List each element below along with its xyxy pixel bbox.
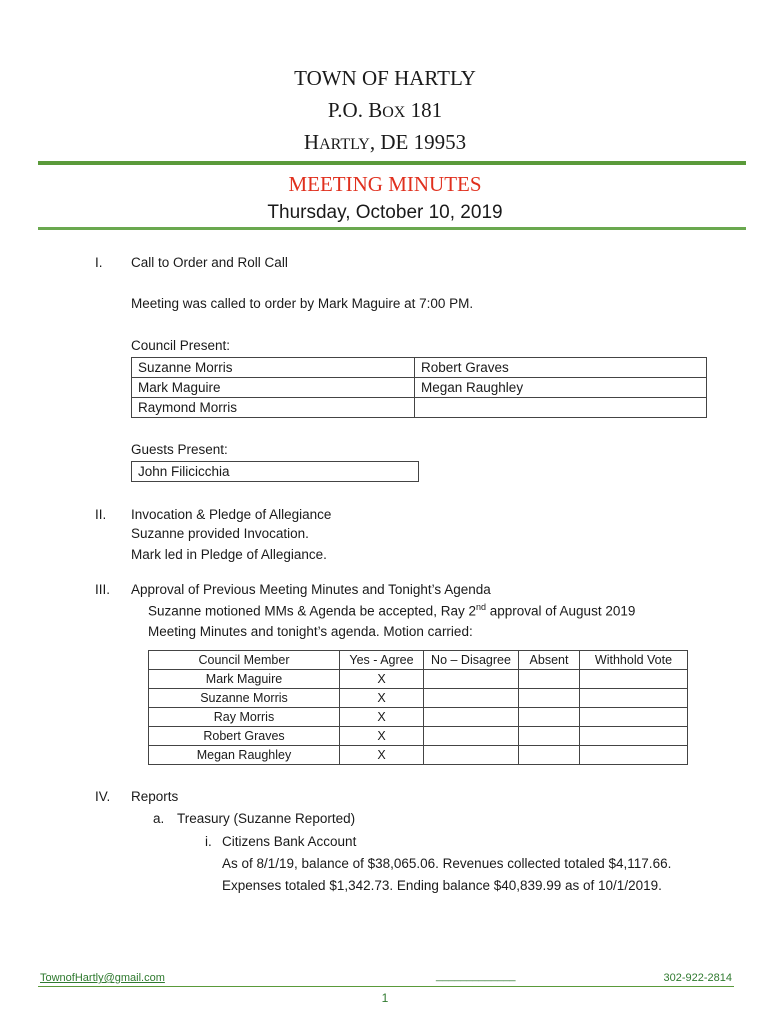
section-3-number: III. (95, 582, 111, 597)
po-box: P.O. BOX 181 (327, 98, 443, 122)
council-cell: Suzanne Morris (132, 358, 415, 378)
footer-rule (38, 986, 734, 987)
treasury-heading: Treasury (Suzanne Reported) (177, 811, 356, 826)
table-row (132, 358, 707, 378)
vote-cell (424, 689, 519, 708)
vote-cell: X (340, 746, 424, 765)
table-row (149, 689, 688, 708)
guests-present-label: Guests Present: (131, 442, 228, 457)
council-present-label: Council Present: (131, 338, 231, 353)
table-header-row (149, 651, 688, 670)
vote-cell: X (340, 708, 424, 727)
vote-header: Withhold Vote (580, 651, 688, 670)
invocation-text: Suzanne provided Invocation. (131, 526, 309, 541)
council-present-table (131, 357, 707, 418)
table-row (149, 727, 688, 746)
vote-cell (519, 708, 580, 727)
town-name: TOWN OF HARTLY (294, 66, 476, 90)
council-cell: Mark Maguire (132, 378, 415, 398)
table-row (149, 708, 688, 727)
vote-cell (580, 746, 688, 765)
city-address: HARTLY, DE 19953 (303, 130, 467, 154)
citizens-bank-label: i. (205, 834, 212, 849)
section-4-number: IV. (95, 789, 111, 804)
section-4-heading: Reports (131, 789, 179, 804)
council-cell: Megan Raughley (415, 378, 707, 398)
council-cell (415, 398, 707, 418)
section-1-number: I. (95, 255, 103, 270)
vote-cell: Robert Graves (149, 727, 340, 746)
council-cell: Raymond Morris (132, 398, 415, 418)
section-3-heading: Approval of Previous Meeting Minutes and Tonight’s Agenda (131, 582, 491, 597)
footer-phone: 302-922-2814 (663, 972, 732, 984)
citizens-bank-heading: Citizens Bank Account (222, 834, 357, 849)
vote-header: No – Disagree (424, 651, 519, 670)
balance-text-1: As of 8/1/19, balance of $38,065.06. Revenues collected totaled $4,117.66. (222, 856, 672, 871)
table-row (149, 670, 688, 689)
balance-text-2: Expenses totaled $1,342.73. Ending balance $40,839.99 as of 10/1/2019. (222, 878, 662, 893)
pledge-text: Mark led in Pledge of Allegiance. (131, 547, 327, 562)
date-rule (38, 227, 746, 230)
council-cell: Robert Graves (415, 358, 707, 378)
section-1-heading: Call to Order and Roll Call (131, 255, 288, 270)
table-row (132, 462, 419, 482)
page-number: 1 (381, 991, 389, 1005)
vote-cell (424, 708, 519, 727)
vote-cell (424, 670, 519, 689)
motion-text-1: Suzanne motioned MMs & Agenda be accepted, Ray 2nd approval of August 2019 (148, 602, 636, 619)
vote-cell (424, 727, 519, 746)
vote-cell (519, 727, 580, 746)
meeting-date: Thursday, October 10, 2019 (267, 202, 503, 223)
footer-email-link[interactable]: TownofHartly@gmail.com (40, 972, 165, 984)
vote-cell: Suzanne Morris (149, 689, 340, 708)
treasury-label: a. (153, 811, 165, 826)
table-row (149, 746, 688, 765)
vote-cell: Megan Raughley (149, 746, 340, 765)
vote-cell (519, 670, 580, 689)
vote-cell: X (340, 689, 424, 708)
vote-cell: X (340, 670, 424, 689)
vote-header: Absent (519, 651, 580, 670)
vote-cell: Mark Maguire (149, 670, 340, 689)
vote-cell (580, 708, 688, 727)
vote-cell: Ray Morris (149, 708, 340, 727)
vote-cell (519, 746, 580, 765)
table-row (132, 378, 707, 398)
document-title: MEETING MINUTES (288, 172, 482, 196)
footer-blank: _____________ (436, 970, 516, 982)
vote-header: Yes - Agree (340, 651, 424, 670)
vote-cell (424, 746, 519, 765)
vote-cell (580, 689, 688, 708)
motion-text-2: Meeting Minutes and tonight’s agenda. Motion carried: (148, 624, 473, 639)
vote-header: Council Member (149, 651, 340, 670)
vote-cell (580, 670, 688, 689)
guest-cell: John Filicicchia (132, 462, 419, 482)
section-2-number: II. (95, 507, 107, 522)
vote-table (148, 650, 688, 765)
header-rule (38, 161, 746, 165)
call-to-order-text: Meeting was called to order by Mark Maguire at 7:00 PM. (131, 296, 474, 311)
vote-cell: X (340, 727, 424, 746)
section-2-heading: Invocation & Pledge of Allegiance (131, 507, 332, 522)
guests-table (131, 461, 419, 482)
table-row (132, 398, 707, 418)
vote-cell (580, 727, 688, 746)
vote-cell (519, 689, 580, 708)
